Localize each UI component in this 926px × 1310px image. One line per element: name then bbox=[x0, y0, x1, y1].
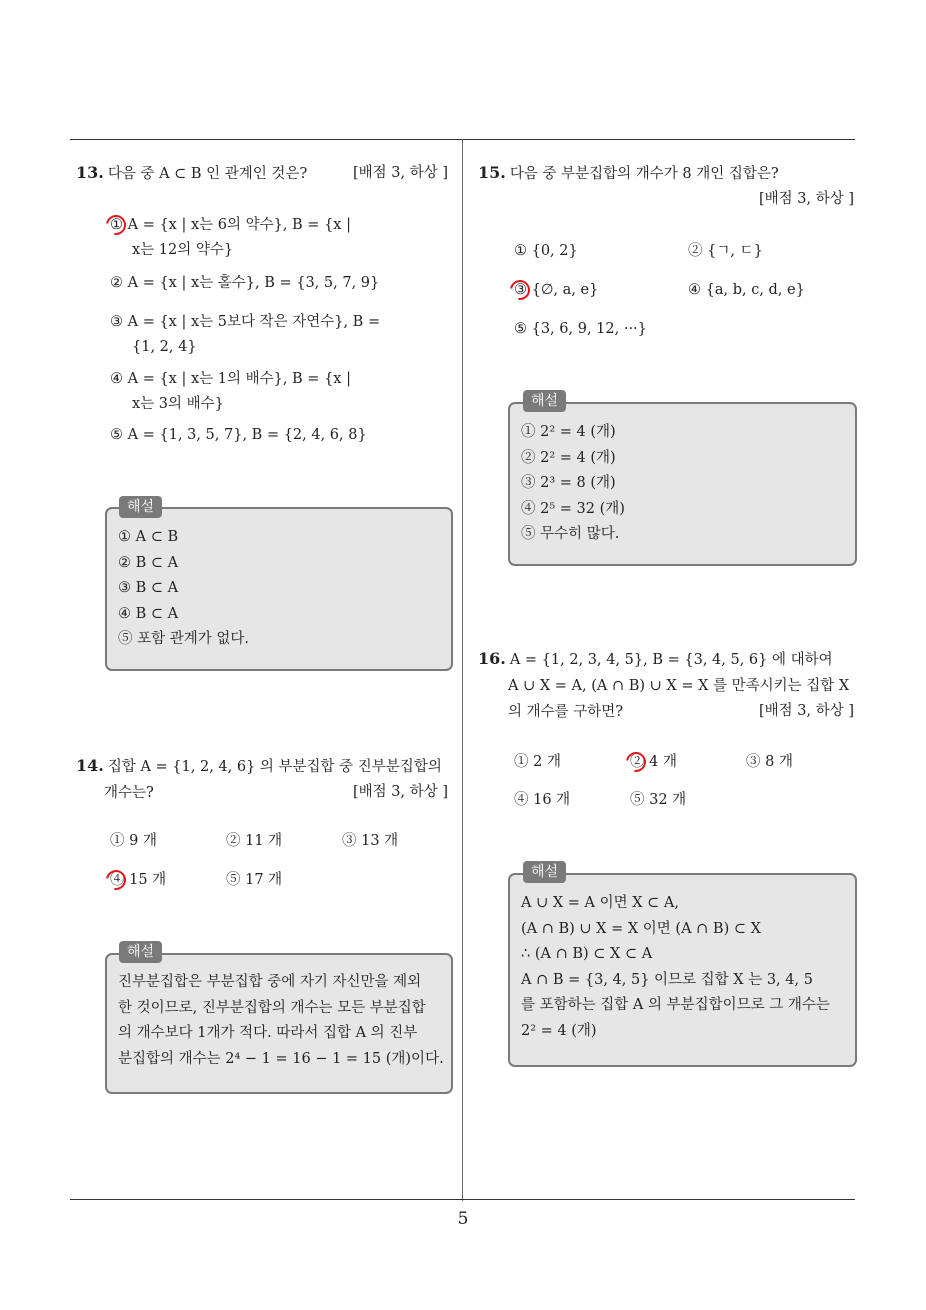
question-stem: 집합 A = {1, 2, 4, 6} 의 부분집합 중 진부분집합의 bbox=[107, 759, 442, 775]
solution-text: 진부분집합은 부분집합 중에 자기 자신만을 제외 한 것이므로, 진부분집합의 개수는 모든 부분집합 의 개수보다 1개가 적다. 따라서 집합 A 의 진부 분집합의 개수는 2⁴ − 1 = 16 − 1 = 15 (개)이다. bbox=[118, 974, 444, 1067]
q14-option-1[interactable]: ① 9 개 bbox=[110, 833, 157, 849]
q16-option-5[interactable]: ⑤ 32 개 bbox=[630, 792, 687, 808]
q14-option-5[interactable]: ⑤ 17 개 bbox=[226, 872, 283, 888]
solution-tag: 해설 bbox=[523, 390, 566, 412]
q15-option-1[interactable]: ① {0, 2} bbox=[514, 243, 578, 259]
q16-option-4[interactable]: ④ 16 개 bbox=[514, 792, 571, 808]
question-number: 13. bbox=[76, 163, 104, 182]
q16-option-3[interactable]: ③ 8 개 bbox=[746, 754, 793, 770]
points-label: [배점 3, 하상 ] bbox=[758, 191, 854, 207]
solution-text: ① 2² = 4 (개) ② 2² = 4 (개) ③ 2³ = 8 (개) ④ 2⁵ = 32 (개) ⑤ 무수히 많다. bbox=[521, 424, 625, 542]
q16-option-2[interactable]: ② 4 개 bbox=[630, 754, 677, 770]
question-number: 15. bbox=[478, 163, 506, 182]
solution-text: A ∪ X = A 이면 X ⊂ A, (A ∩ B) ∪ X = X 이면 (A ∩ B) ⊂ X ∴ (A ∩ B) ⊂ X ⊂ A A ∩ B = {3, 4, 5} 이므로 집합 X 는 3, 4, 5 를 포함하는 집합 A 의 부분집합이므로 그 개수는 2² = 4 (개) bbox=[521, 895, 830, 1039]
points-label: [배점 3, 하상 ] bbox=[758, 703, 854, 719]
page-number: 5 bbox=[457, 1209, 469, 1229]
question-stem: 다음 중 부분집합의 개수가 8 개인 집합은? bbox=[509, 166, 779, 182]
points-label: [배점 3, 하상 ] bbox=[352, 165, 448, 181]
column-divider bbox=[462, 139, 463, 1201]
q16-option-1[interactable]: ① 2 개 bbox=[514, 754, 561, 770]
q14-option-3[interactable]: ③ 13 개 bbox=[342, 833, 399, 849]
q13-option-5[interactable]: ⑤ A = {1, 3, 5, 7}, B = {2, 4, 6, 8} bbox=[110, 427, 367, 443]
q13-option-3[interactable]: ③ A = {x | x는 5보다 작은 자연수}, B = {1, 2, 4} bbox=[110, 314, 381, 355]
q13-option-2[interactable]: ② A = {x | x는 홀수}, B = {3, 5, 7, 9} bbox=[110, 275, 380, 291]
q15-option-2[interactable]: ② {ㄱ, ㄷ} bbox=[688, 243, 763, 259]
points-label: [배점 3, 하상 ] bbox=[352, 784, 448, 800]
question-15 bbox=[478, 160, 854, 207]
question-14: 14. 집합 A = {1, 2, 4, 6} 의 부분집합 중 진부분집합의 개수는? [배점 3, 하상 ] bbox=[76, 753, 456, 806]
q13-option-4[interactable]: ④ A = {x | x는 1의 배수}, B = {x | x는 3의 배수} bbox=[110, 371, 351, 412]
solution-tag: 해설 bbox=[119, 496, 162, 518]
bottom-rule bbox=[70, 1199, 855, 1200]
question-stem: 다음 중 A ⊂ B 인 관계인 것은? bbox=[107, 166, 308, 182]
question-13 bbox=[76, 160, 448, 187]
question-16: 16. A = {1, 2, 3, 4, 5}, B = {3, 4, 5, 6} 에 대하여 A ∪ X = A, (A ∩ B) ∪ X = X 를 만족시키는 집합 X 의 개수를 구하면? [배점 3, 하상 ] bbox=[478, 646, 856, 725]
question-stem: A = {1, 2, 3, 4, 5}, B = {3, 4, 5, 6} 에 대하여 bbox=[509, 652, 833, 668]
question-number: 14. bbox=[76, 756, 104, 775]
q15-option-3[interactable]: ③ {∅, a, e} bbox=[514, 282, 599, 298]
q14-option-2[interactable]: ② 11 개 bbox=[226, 833, 283, 849]
q15-option-5[interactable]: ⑤ {3, 6, 9, 12, ···} bbox=[514, 321, 647, 337]
solution-text: ① A ⊂ B ② B ⊂ A ③ B ⊂ A ④ B ⊂ A ⑤ 포함 관계가 없다. bbox=[118, 529, 249, 647]
q13-option-1[interactable]: ① A = {x | x는 6의 약수}, B = {x | x는 12의 약수} bbox=[110, 217, 351, 258]
q14-option-4[interactable]: ④ 15 개 bbox=[110, 872, 167, 888]
question-number: 16. bbox=[478, 649, 506, 668]
solution-tag: 해설 bbox=[119, 941, 162, 963]
q15-option-4[interactable]: ④ {a, b, c, d, e} bbox=[688, 282, 805, 298]
solution-tag: 해설 bbox=[523, 861, 566, 883]
